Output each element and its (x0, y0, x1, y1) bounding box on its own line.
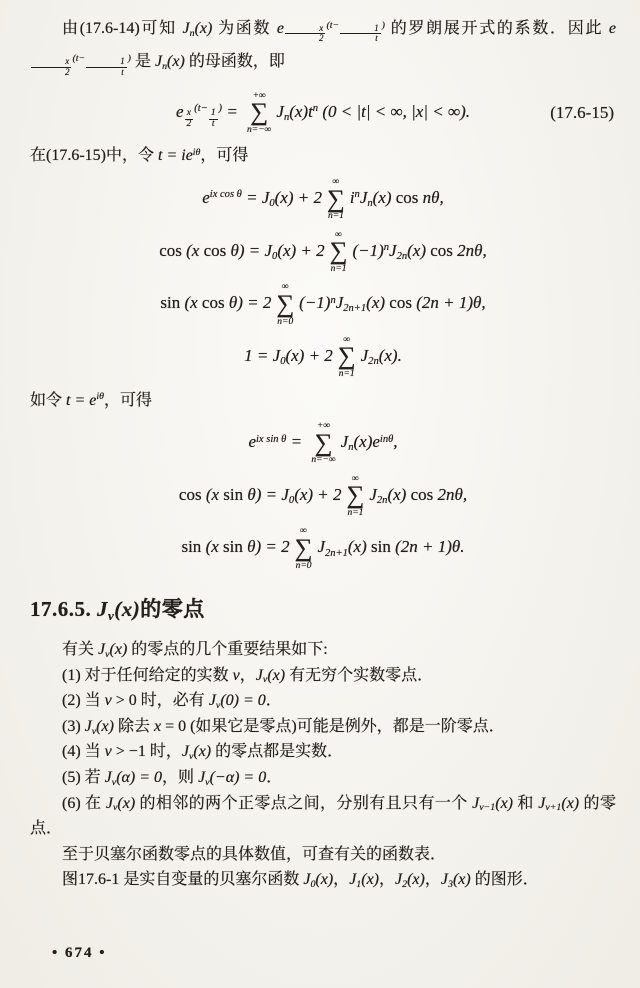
eq-unity-sum: $1 = J_0(x) + 2$ ∞ ∑ n=1 $J_{2n}(x)$. (244, 334, 402, 380)
item-1: (1) 对于任何给定的实数 ν，$J_\nu(x)$ 有无穷个实数零点． (62, 666, 434, 686)
para-substitute-ie: 在(17.6-15)中，令 $t = ie^{i\theta}$，可得 (30, 147, 249, 165)
item-6: (6) 在 $J_\nu(x)$ 的相邻的两个正零点之间，分别有且只有一个 $J_{\nu-1}(x)$ 和 $J_{\nu+1}(x)$ 的零点． (30, 794, 616, 838)
eq-cos-x-cos: cos (x $\cos \theta) = J_0(x) + 2$ ∞ ∑ n=1 $(-1)^nJ_{2n}(x)$ cos 2nθ, (159, 229, 487, 274)
eq-cos-x-sin: cos (x $\sin \theta) = J_0(x) + 2$ ∞ ∑ n=1 $J_{2n}(x)$ cos 2nθ, (178, 473, 468, 518)
para-generating-function: 由(17.6-14)可知 $J_n(x)$ 为函数 e $^{\frac{x}{2} (t- \frac{1}{t} )}$ 的罗朗展开式的系数．因此 e $^{\frac{x}{2} (t- \frac{1}{t} )}$ 是 $J_n(x)$ 的母函数，即 (30, 16, 616, 83)
item-3: (3) $J_\nu(x)$ 除去 x = 0 (如果它是零点)可能是例外，都是一阶零点． (62, 717, 505, 737)
para-substitute-e: 如令 $t = e^{i\theta}$，可得 (30, 391, 152, 409)
document-body (30, 16, 616, 893)
heading-17-6-5: 17.6.5. $J_\nu(x)$的零点 (30, 597, 205, 623)
eq-exp-ix-sin: $e^{ix sin \theta}$ = +∞ ∑ n=−∞ $J_n(x)e^{in\theta}$, (248, 421, 398, 466)
page-number: • 674 • (52, 945, 107, 961)
equation-number: (17.6-15) (550, 103, 614, 123)
eq-sin-x-cos: sin (x cos θ) = 2 ∞ ∑ n=0 $(-1)^nJ_{2n+1}(x)$ cos (2n + 1)θ, (160, 282, 486, 327)
eq-17-6-15: e $^{\frac{x}{2} (t- \frac{1}{t} )}$ = +∞ ∑ n=−∞ $J_n(x)t^n$ (0 < |t| < ∞, |x| < ∞). (17.6-15) (175, 90, 614, 135)
item-2: (2) 当 ν > 0 时，必有 $J_\nu(0) = 0$． (62, 692, 282, 711)
eq-exp-ix-cos: $e^{ix cos \theta} = J_0(x) + 2$ ∞ ∑ n=1 $i^nJ_n(x)$ cos nθ, (202, 177, 444, 222)
para-zeros-intro: 有关 $J_\nu(x)$ 的零点的几个重要结果如下: (62, 641, 328, 660)
item-5: (5) 若 $J_\nu(\alpha) = 0$，则 $J_\nu(-\alpha) = 0$． (62, 769, 283, 788)
eq-sin-x-sin: sin (x sin θ) = 2 ∞ ∑ n=0 $J_{2n+1}(x)$ sin (2n + 1)θ. (181, 526, 465, 571)
para-figure-ref: 图17.6-1 是实自变量的贝塞尔函数 $J_0(x)$，$J_1(x)$，$J_2(x)$，$J_3(x)$ 的图形． (62, 871, 539, 891)
para-tables: 至于贝塞尔函数零点的具体数值，可查有关的函数表． (62, 845, 447, 863)
item-4: (4) 当 ν > −1 时，$J_\nu(x)$ 的零点都是实数． (62, 743, 344, 763)
